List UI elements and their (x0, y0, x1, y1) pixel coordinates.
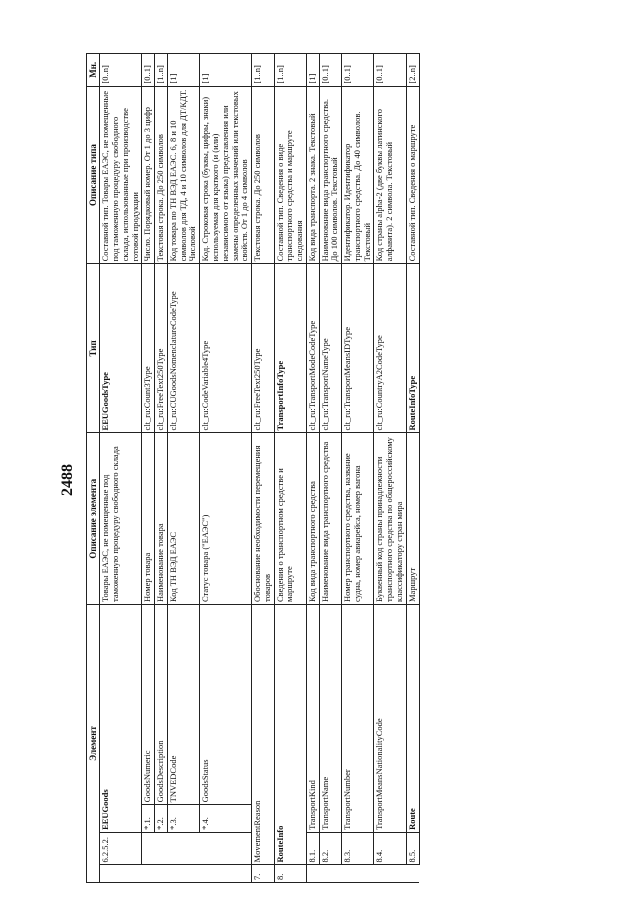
cell-indent (306, 865, 319, 883)
cell-type-description: Текстовая строка. До 250 символов (252, 86, 275, 264)
cell-type: TransportInfoType (274, 264, 306, 433)
table-row (252, 54, 275, 883)
cell-number: *.3. (167, 805, 199, 833)
cell-indent (406, 865, 419, 883)
cell-number: 8.2. (319, 832, 342, 865)
cell-type: RouteInfoType (406, 264, 419, 433)
cell-type: EEUGoodsType (100, 264, 142, 433)
cell-number: 8.1. (306, 832, 319, 865)
cell-type-description: Текстовая строка. До 250 символов (155, 86, 168, 264)
cell-multiplicity: [0..1] (374, 54, 406, 87)
cell-multiplicity: [1..n] (155, 54, 168, 87)
page-number: 2488 (59, 464, 76, 496)
cell-indent (142, 832, 155, 865)
cell-element-name: TransportKind (306, 605, 319, 833)
table-row (274, 54, 306, 883)
cell-type: clt_ru:TransportMeansIDType (342, 264, 374, 433)
table-row (155, 54, 168, 883)
cell-element-name: MovementReason (252, 605, 275, 865)
cell-description: Код вида транспортного средства (306, 433, 319, 605)
cell-type-description: Число. Порядковый номер. От 1 до 3 цифр (142, 86, 155, 264)
cell-type: clt_ru:CUGoodsNomenclatureCodeType (167, 264, 199, 433)
cell-type: clt_ru:Count3Type (142, 264, 155, 433)
table-row (167, 54, 199, 883)
cell-description: Товары ЕАЭС, не помещенные под таможенную процедуру свободного склада (100, 433, 142, 605)
cell-multiplicity: [1] (306, 54, 319, 87)
schema-table (86, 53, 420, 883)
cell-number: 8.3. (342, 832, 374, 865)
cell-type: clt_ru:TransportModeCodeType (306, 264, 319, 433)
cell-type-description: Код. Строковая строка (буквы, цифры, знаки) используемая для краткого (и (или) независимого от языка) представления или замены определенных значений или текстовых свойств. От 1 до 4 символов (200, 86, 252, 264)
cell-type-description: Составной тип. Товары ЕАЭС, не помещенные под таможенную процедуру свободного склада, использованные при производстве готовой продукции (100, 86, 142, 264)
cell-type-description: Код вида транспорта. 2 знака. Текстовый (306, 86, 319, 264)
cell-indent (167, 865, 199, 883)
cell-element-name: TransportNumber (342, 605, 374, 833)
header-description: Описание элемента (87, 433, 100, 605)
table-row (306, 54, 319, 883)
cell-description: Сведения о транспортном средстве и маршруте (274, 433, 306, 605)
table-body (100, 54, 419, 883)
cell-type-description: Код товара по ТН ВЭД ЕАЭС. 6, 8 и 10 символов для ТД, 4 и 10 символов для ДТ/КДТ. Числовой (167, 86, 199, 264)
cell-type: clt_ru:TransportNameType (319, 264, 342, 433)
cell-element-name: RouteInfo (274, 605, 306, 865)
cell-description: Номер товара (142, 433, 155, 605)
cell-indent (155, 832, 168, 865)
cell-type-description: Составной тип. Сведения о маршруте (406, 86, 419, 264)
cell-indent (142, 865, 155, 883)
cell-multiplicity: [1] (200, 54, 252, 87)
cell-indent (167, 832, 199, 865)
cell-type-description: Идентификатор. Идентификатор транспортного средства. До 40 символов. Текстовый (342, 86, 374, 264)
header-type-description: Описание типа (87, 86, 100, 264)
cell-indent (342, 865, 374, 883)
table-row (142, 54, 155, 883)
cell-number: *.2. (155, 805, 168, 833)
cell-indent (200, 832, 252, 865)
cell-description: Маршрут (406, 433, 419, 605)
cell-number: *.1. (142, 805, 155, 833)
cell-multiplicity: [1..n] (274, 54, 306, 87)
table-row (374, 54, 406, 883)
cell-number: *.4. (200, 805, 252, 833)
table-row (200, 54, 252, 883)
cell-indent (200, 865, 252, 883)
cell-description: Код ТН ВЭД ЕАЭС (167, 433, 199, 605)
cell-description: Номер транспортного средства, название судна, номер авиарейса, номер вагона (342, 433, 374, 605)
table-row (342, 54, 374, 883)
cell-element-name: Route (406, 605, 419, 833)
cell-description: Наименование товара (155, 433, 168, 605)
cell-number: 7. (252, 865, 275, 883)
cell-type: clt_ru:FreeText250Type (252, 264, 275, 433)
cell-number: 8.4. (374, 832, 406, 865)
table-row (319, 54, 342, 883)
cell-element-name: EEUGoods (100, 605, 142, 833)
cell-indent (319, 865, 342, 883)
cell-element-name: TransportMeansNationalityCode (374, 605, 406, 833)
document-table-region (86, 53, 606, 883)
table-row (406, 54, 419, 883)
cell-description: Обоснование необходимости перемещения товаров (252, 433, 275, 605)
cell-type-description: Составной тип. Сведения о виде транспортного средства и маршруте следования (274, 86, 306, 264)
cell-type-description: Наименование вида транспортного средства. До 100 символов. Текстовый (319, 86, 342, 264)
header-multiplicity: Мн. (87, 54, 100, 87)
cell-description: Наименование вида транспортного средства (319, 433, 342, 605)
cell-indent (155, 865, 168, 883)
cell-indent (374, 865, 406, 883)
header-type: Тип (87, 264, 100, 433)
cell-multiplicity: [0..n] (100, 54, 142, 87)
cell-description: Статус товара ("ЕАЭС") (200, 433, 252, 605)
cell-element-name: TransportName (319, 605, 342, 833)
cell-type: clt_ru:CodeVariable4Type (200, 264, 252, 433)
cell-type: clt_ru:FreeText250Type (155, 264, 168, 433)
cell-number: 8.5. (406, 832, 419, 865)
cell-multiplicity: [1] (167, 54, 199, 87)
cell-element-name: GoodsStatus (200, 605, 252, 805)
cell-multiplicity: [0..1] (142, 54, 155, 87)
cell-type: clt_ru:CountryA2CodeType (374, 264, 406, 433)
header-element: Элемент (87, 605, 100, 883)
cell-multiplicity: [0..1] (342, 54, 374, 87)
cell-number: 8. (274, 865, 306, 883)
cell-multiplicity: [0..1] (319, 54, 342, 87)
cell-description: Буквенный код страны принадлежности транспортного средства по общероссийскому классификатору стран мира (374, 433, 406, 605)
cell-indent (100, 865, 142, 883)
table-header-row (87, 54, 100, 883)
cell-element-name: GoodsDescription (155, 605, 168, 805)
cell-multiplicity: [1..n] (252, 54, 275, 87)
table-row (100, 54, 142, 883)
cell-element-name: GoodsNumeric (142, 605, 155, 805)
cell-element-name: TNVEDCode (167, 605, 199, 805)
cell-type-description: Код страны alpha-2 (две буквы латинского алфавита). 2 символа. Текстовый (374, 86, 406, 264)
cell-multiplicity: [2..n] (406, 54, 419, 87)
cell-number: 6.2.5.2. (100, 832, 142, 865)
